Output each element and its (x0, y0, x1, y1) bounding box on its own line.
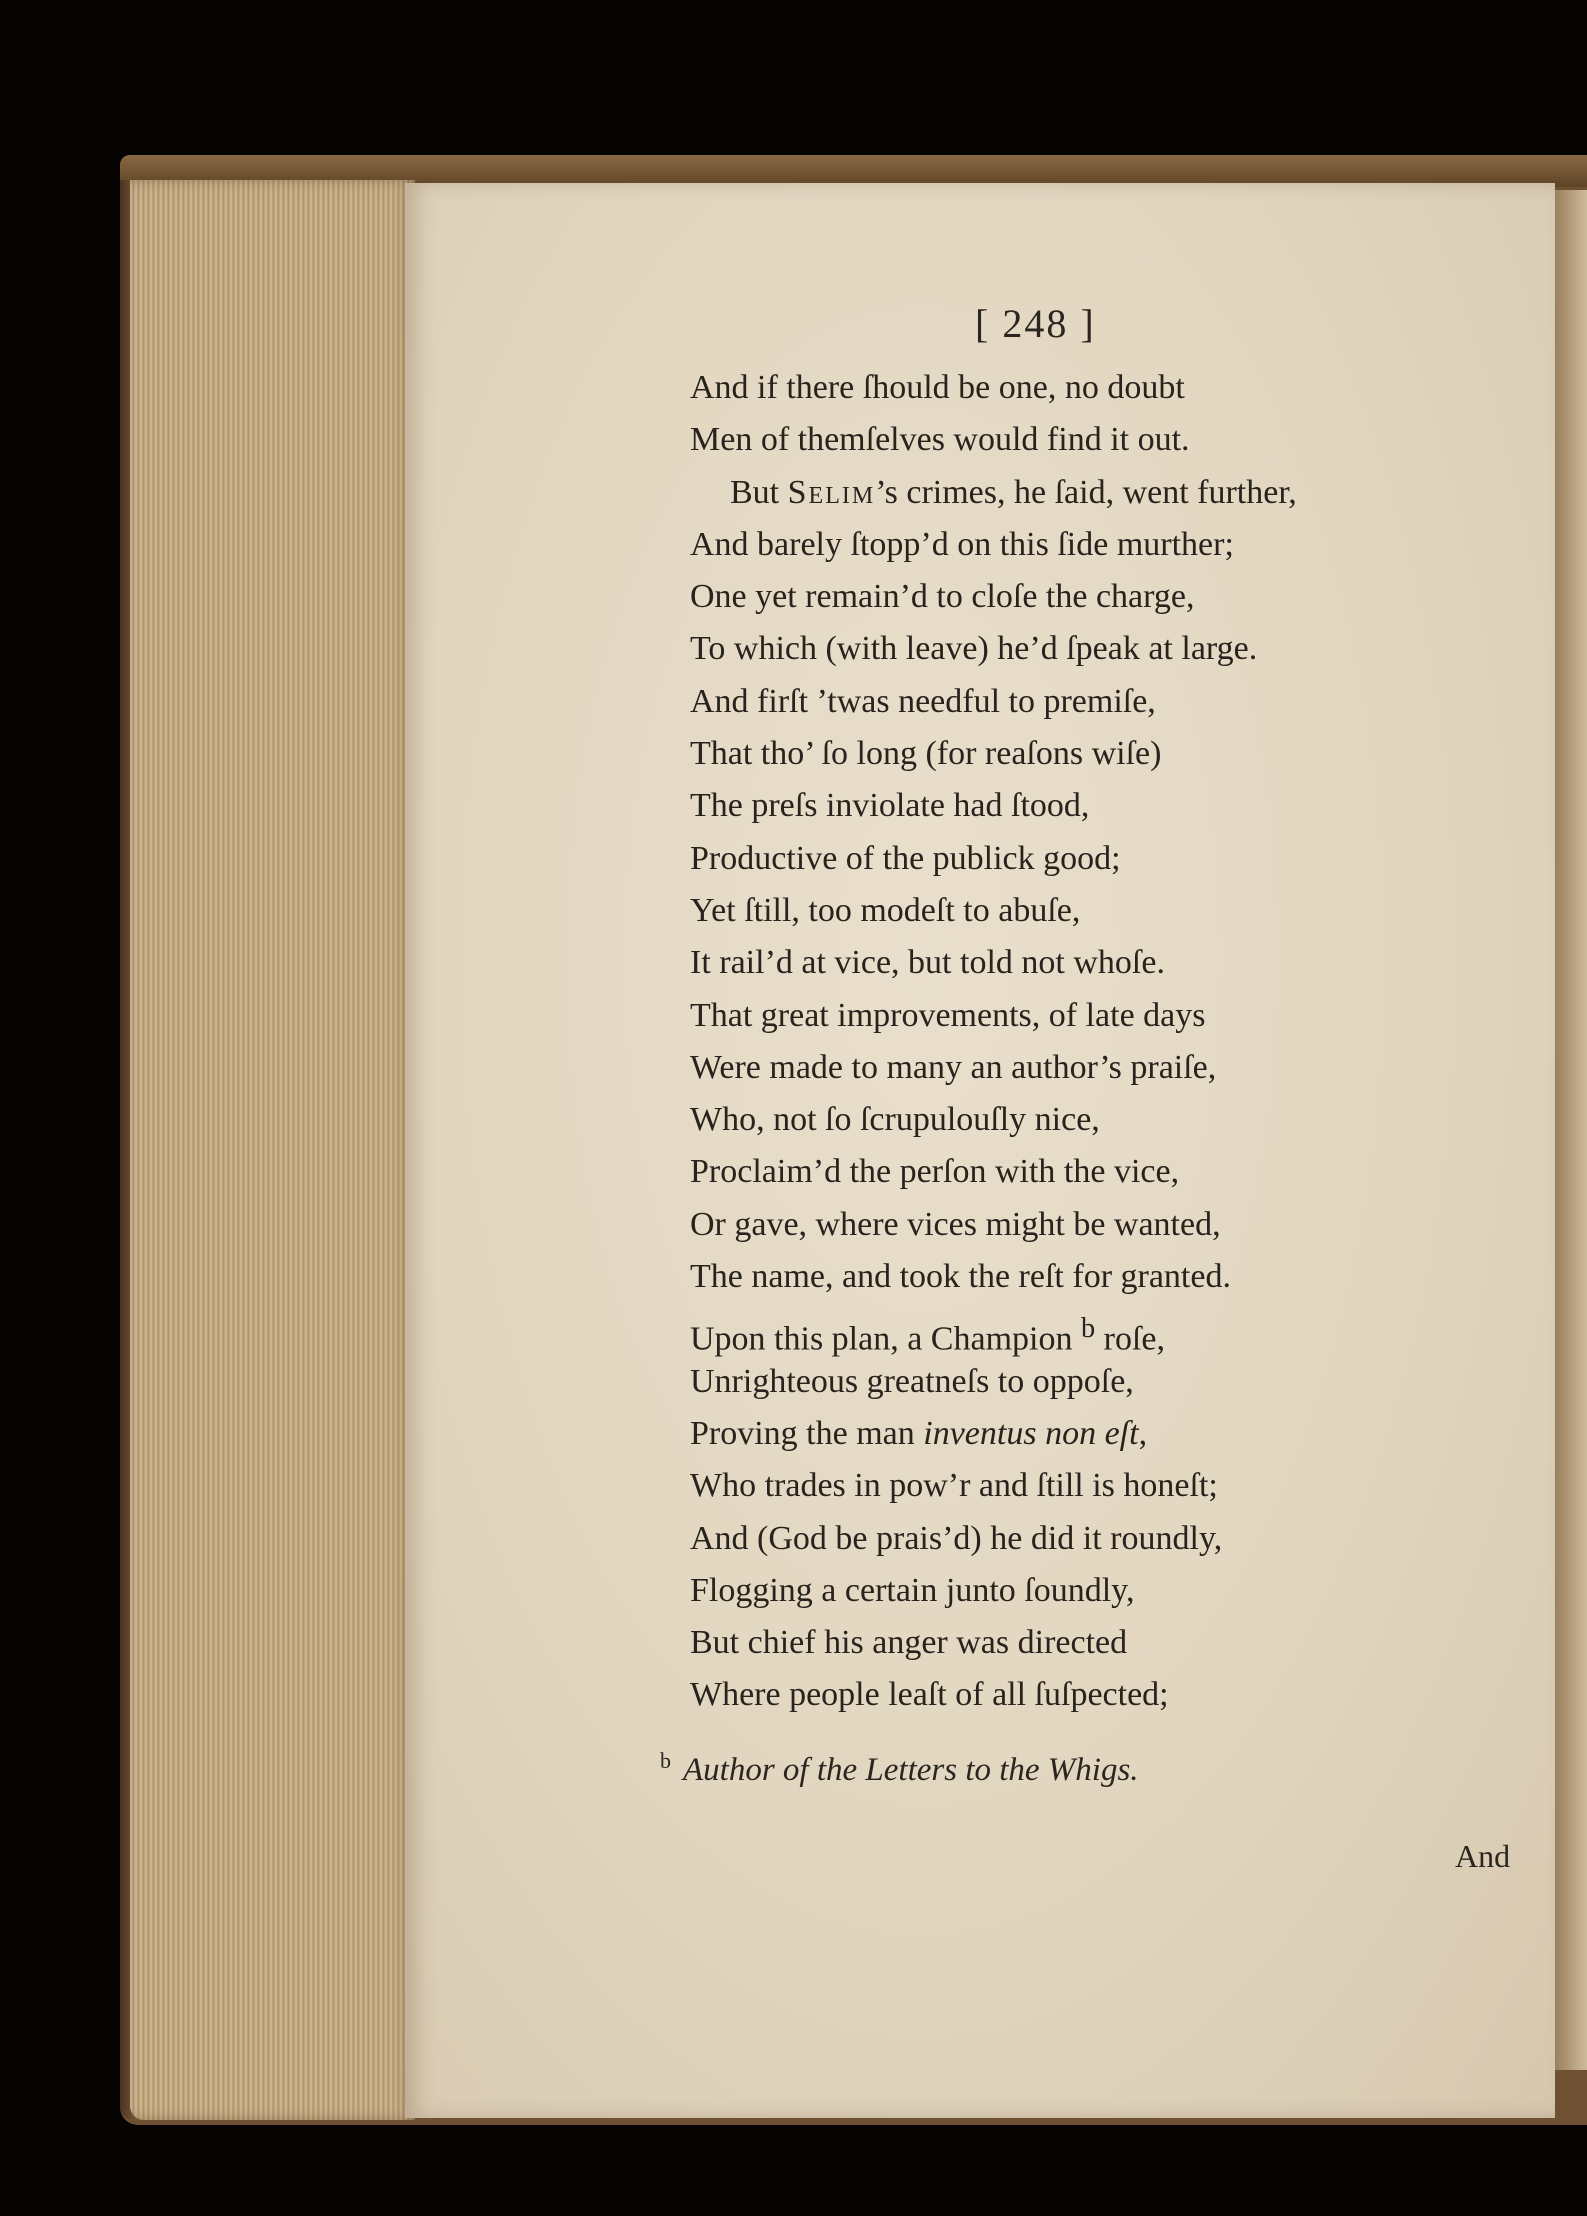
poem-line: That great improvements, of late days (690, 996, 1206, 1034)
poem-line: The preſs inviolate had ſtood, (690, 787, 1090, 825)
latin-phrase: inventus non eſt (923, 1414, 1139, 1452)
footnote-text: Author of the Letters to the Whigs. (683, 1752, 1139, 1788)
poem-line: And (God be prais’d) he did it roundly, (690, 1519, 1223, 1557)
catchword: And (1455, 1838, 1511, 1874)
poem-line: And barely ſtopp’d on this ſide murther; (690, 525, 1234, 563)
poem-line: That tho’ ſo long (for reaſons wiſe) (690, 735, 1162, 773)
poem-line: Who trades in pow’r and ſtill is honeſt; (690, 1467, 1218, 1505)
poem-line: Men of themſelves would find it out. (690, 421, 1190, 459)
page-number: [ 248 ] (975, 301, 1096, 346)
footnote-marker: b (660, 1748, 671, 1773)
poem-line: But chief his anger was directed (690, 1624, 1128, 1662)
poem-line: Who, not ſo ſcrupulouſly nice, (690, 1101, 1100, 1139)
next-page-edge (1555, 190, 1587, 2070)
page-edges (130, 180, 415, 2120)
poem-line: Unrighteous greatneſs to oppoſe, (690, 1362, 1134, 1400)
poem-line: Proclaim’d the perſon with the vice, (690, 1153, 1180, 1191)
poem-line: Flogging a certain junto ſoundly, (690, 1571, 1135, 1609)
poem-line: Were made to many an author’s praiſe, (690, 1048, 1217, 1086)
poem-line: Productive of the publick good; (690, 839, 1121, 877)
poem-line: The name, and took the reſt for granted. (690, 1258, 1231, 1296)
poem-text (690, 362, 1450, 1722)
poem-line: Upon this plan, a Champion $^b$ roſe, (690, 1313, 1165, 1358)
name-selim: Selim (787, 473, 876, 511)
poem-line: It rail’d at vice, but told not whoſe. (690, 944, 1165, 982)
footnote (660, 1748, 1360, 1789)
poem-line: One yet remain’d to cloſe the charge, (690, 578, 1195, 616)
poem-line: Proving the man inventus non eſt, (690, 1414, 1148, 1452)
poem-line: And firſt ’twas needful to premiſe, (690, 682, 1156, 720)
poem-line: To which (with leave) he’d ſpeak at large. (690, 630, 1258, 668)
footnote-marker: b (1080, 1313, 1096, 1345)
poem-line: Or gave, where vices might be wanted, (690, 1205, 1221, 1243)
poem-line: Yet ſtill, too modeſt to abuſe, (690, 891, 1081, 929)
poem-line: But Selim’s crimes, he ſaid, went further, (730, 473, 1297, 511)
poem-line: And if there ſhould be one, no doubt (690, 369, 1185, 406)
poem-line: Where people leaſt of all ſuſpected; (690, 1676, 1169, 1714)
